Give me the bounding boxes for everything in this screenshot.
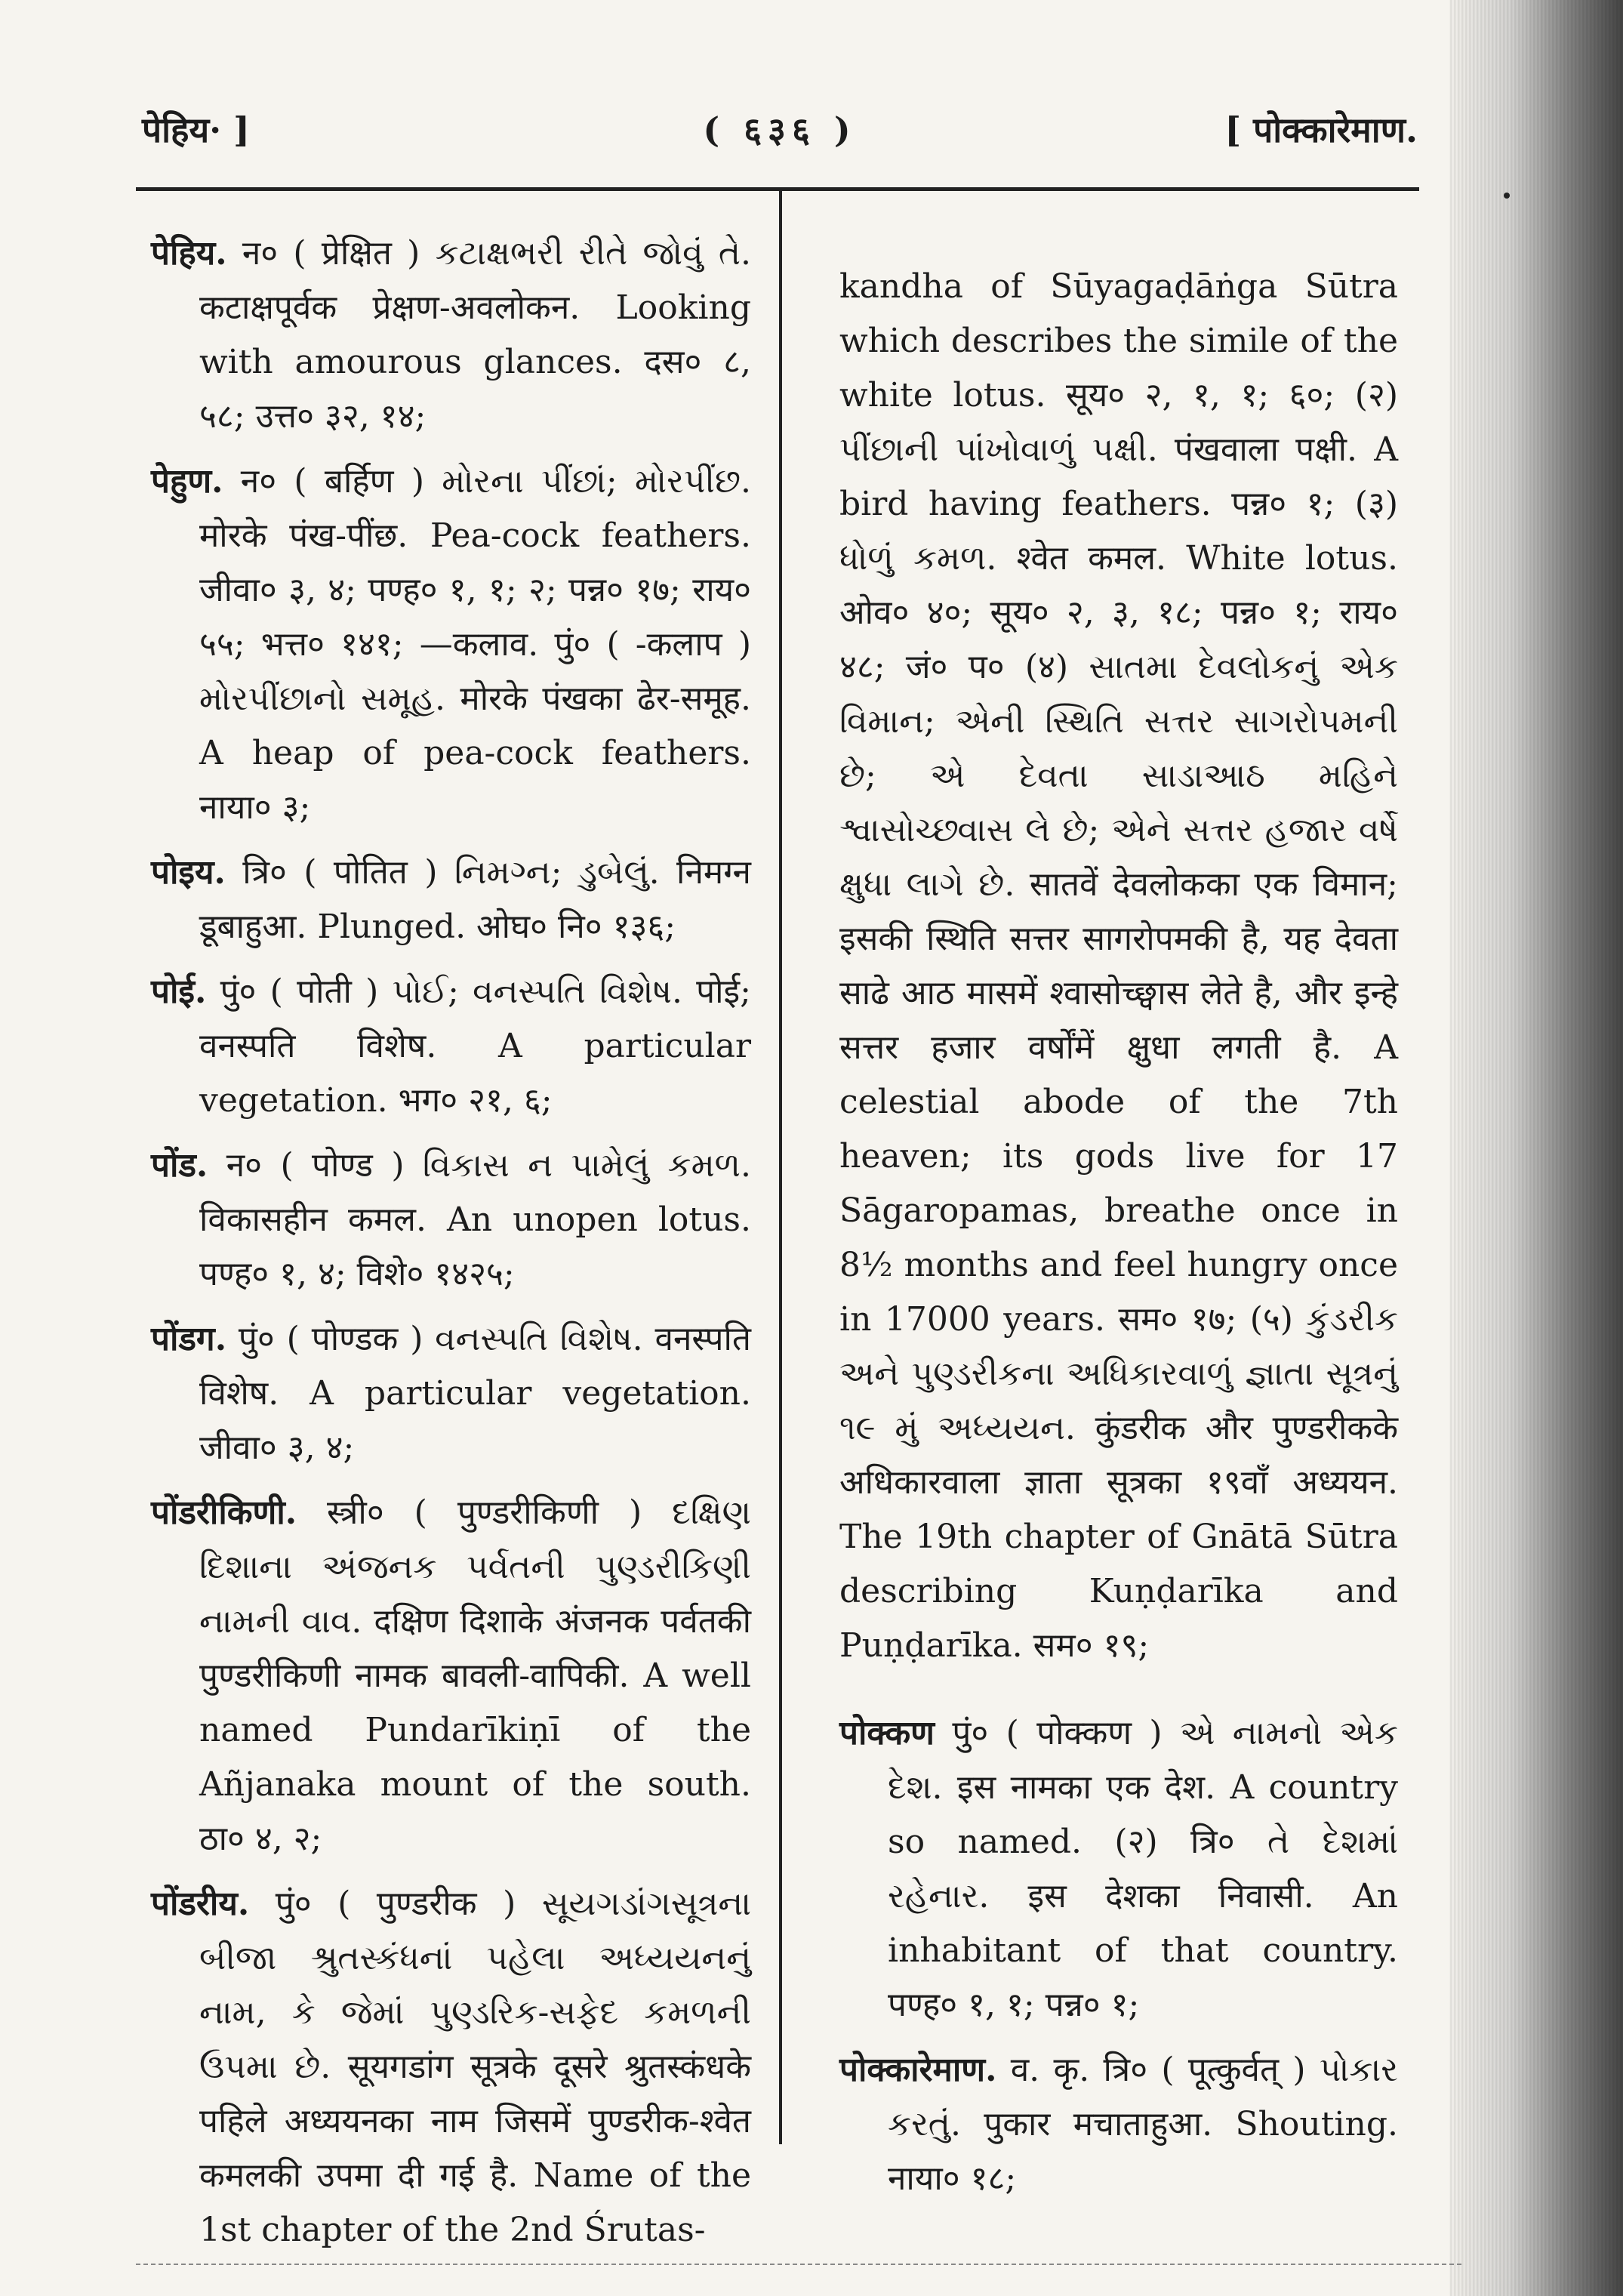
headword: पोक्कण bbox=[839, 1714, 935, 1752]
headword: पेहिय. bbox=[151, 234, 227, 273]
headword: पोइय. bbox=[151, 853, 226, 892]
entry-ponda bbox=[151, 1139, 751, 1302]
entry-body: पुं० ( पुण्डरीक ) સૂયગડાંગસૂત્રના બીજા શ્રુતસ્કંધનાં પહેલા અધ્યયનનું નામ, કે જેમાં પુણ્ડરિક-સફેદ કમળની ઉપમા છે. सूयगडांग सूत्रके दूसरे श्रुतस्कंधके पहिले अध्ययनका नाम जिसमें पुण्डरीक-श्वेत कमलकी उपमा दी गई है. Name of the 1st chapter of the 2nd Śrutas- bbox=[199, 1885, 751, 2249]
right-column bbox=[839, 227, 1398, 2198]
headword: पोंड. bbox=[151, 1146, 208, 1185]
entry-pondaga bbox=[151, 1312, 751, 1475]
entry-body: स्त्री० ( पुण्डरीकिणी ) દક્ષિણ દિશાના અંજનક પર્વતની પુણ્ડરીકિણી નામની વાવ. दक्षिण दिशाके अंजनक पर्वतकी पुण्डरीकिणी नामक बावली-वापिकी. A well named Pundarīkiṇī of the Añjanaka mount of the south. ठा० ४, २; bbox=[199, 1493, 751, 1858]
footer-rule bbox=[136, 2264, 1464, 2265]
header-left-guide-word: पेहिय· ] bbox=[142, 109, 250, 150]
entry-body: पुं० ( पोक्कण ) એ નામનો એક દેશ. इस नामका एक देश. A country so named. (२) त्रि० તે દેશમાં રહેનાર. इस देशका निवासी. An inhabitant of that country. पण्ह० १, १; पन्न० १; bbox=[888, 1714, 1398, 2024]
entry-pokkana bbox=[839, 1706, 1398, 2032]
column-divider bbox=[779, 189, 782, 2144]
entry-body: न० ( बर्हिण ) મોરના પીંછાં; મોરપીંછ. मोरके पंख-पींछ. Pea-cock feathers. जीवा० ३, ४; पण्ह० १, १; २; पन्न० १७; राय० ५५; भत्त० १४१; —कलाव. पुं० ( -कलाप ) મોરપીંછાનો સમૂહ. मोरके पंखका ढेर-समूह. A heap of pea-cock feathers. नाया० ३; bbox=[199, 462, 751, 827]
entry-body: पुं० ( पोती ) પોઈ; વનસ્પતિ વિશેષ. पोई; वनस्पति विशेष. A particular vegetation. भग० २१, ६; bbox=[199, 972, 751, 1120]
page-header bbox=[142, 106, 1418, 166]
left-column bbox=[151, 227, 751, 2249]
header-right-guide-word: [ पोक्कारेमाण. bbox=[1224, 109, 1418, 150]
entry-poi bbox=[151, 965, 751, 1128]
entry-pehuna bbox=[151, 455, 751, 835]
entry-body: पुं० ( पोण्डक ) વનસ્પતિ વિશેષ. वनस्पति विशेष. A particular vegetation. जीवा० ३, ४; bbox=[199, 1320, 751, 1467]
entry-pondarikini bbox=[151, 1486, 751, 1866]
headword: पेहुण. bbox=[151, 462, 223, 501]
entry-pondariya bbox=[151, 1877, 751, 2257]
header-rule bbox=[136, 187, 1419, 191]
headword: पोक्कारेमाण. bbox=[839, 2051, 997, 2089]
headword: पोई. bbox=[151, 972, 207, 1011]
entry-body: त्रि० ( पोतित ) નિમગ્ન; ડુબેલું. निमग्न डूबाहुआ. Plunged. ओघ० नि० १३६; bbox=[199, 853, 751, 946]
page-number: ( ६३६ ) bbox=[703, 109, 857, 150]
entry-pokkaremana bbox=[839, 2043, 1398, 2206]
entry-body: व. कृ. त्रि० ( पूत्कुर्वत् ) પોકાર કરતું. पुकार मचाताहुआ. Shouting. नाया० १८; bbox=[888, 2051, 1398, 2198]
speck bbox=[1504, 193, 1510, 199]
headword: पोंडरीय. bbox=[151, 1885, 250, 1923]
headword: पोंडग. bbox=[151, 1320, 227, 1358]
book-spine-shadow bbox=[1449, 0, 1623, 2296]
entry-poiya bbox=[151, 846, 751, 954]
entry-pehiya bbox=[151, 227, 751, 444]
entry-continuation: kandha of Sūyagaḍāṅga Sūtra which describes the simile of the white lotus. सूय० २, १, १; ६०; (२) પીંછાની પાંખોવાળું પક્ષી. पंखवाला पक्षी. A bird having feathers. पन्न० १; (३) ધોળું કમળ. श्वेत कमल. White lotus. ओव० ४०; सूय० २, ३, १८; पन्न० १; राय० ४८; जं० प० (४) સાતમા દેવલોકનું એક વિમાન; એની સ્થિતિ સત્તર સાગરોપમની છે; એ દેવતા સાડાઆઠ મહિને શ્વાસોચ્છ્વાસ લે છે; એને સત્તર હજાર વર્ષે ક્ષુધા લાગે છે. सातवें देवलोकका एक विमान; इसकी स्थिति सत्तर सागरोपमकी है, यह देवता साढे आठ मासमें श्वासोच्छ्वास लेते है, और इन्हे सत्तर हजार वर्षोंमें क्षुधा लगती है. A celestial abode of the 7th heaven; its gods live for 17 Sāgaropamas, breathe once in 8½ months and feel hungry once in 17000 years. सम० १७; (५) કુંડરીક અને પુણ્ડરીકના અધિકારવાળું જ્ઞાતા સૂત્રનું ૧૯ મું અધ્યયન. कुंडरीक और पुण्डरीकके अधिकारवाला ज्ञाता सूत्रका १९वाँ अध्ययन. The 19th chapter of Gnātā Sūtra describing Kuṇḍarīka and Puṇḍarīka. सम० १९; bbox=[839, 267, 1398, 1665]
headword: पोंडरीकिणी. bbox=[151, 1493, 297, 1532]
entry-body: न० ( प्रेक्षित ) કટાક્ષભરી રીતે જોવું તે. कटाक्षपूर्वक प्रेक्षण-अवलोकन. Looking with amourous glances. दस० ८, ५८; उत्त० ३२, १४; bbox=[199, 234, 751, 436]
entry-body: न० ( पोण्ड ) વિકાસ ન પામેલું કમળ. विकासहीन कमल. An unopen lotus. पण्ह० १, ४; विशे० १४२५; bbox=[199, 1146, 751, 1293]
